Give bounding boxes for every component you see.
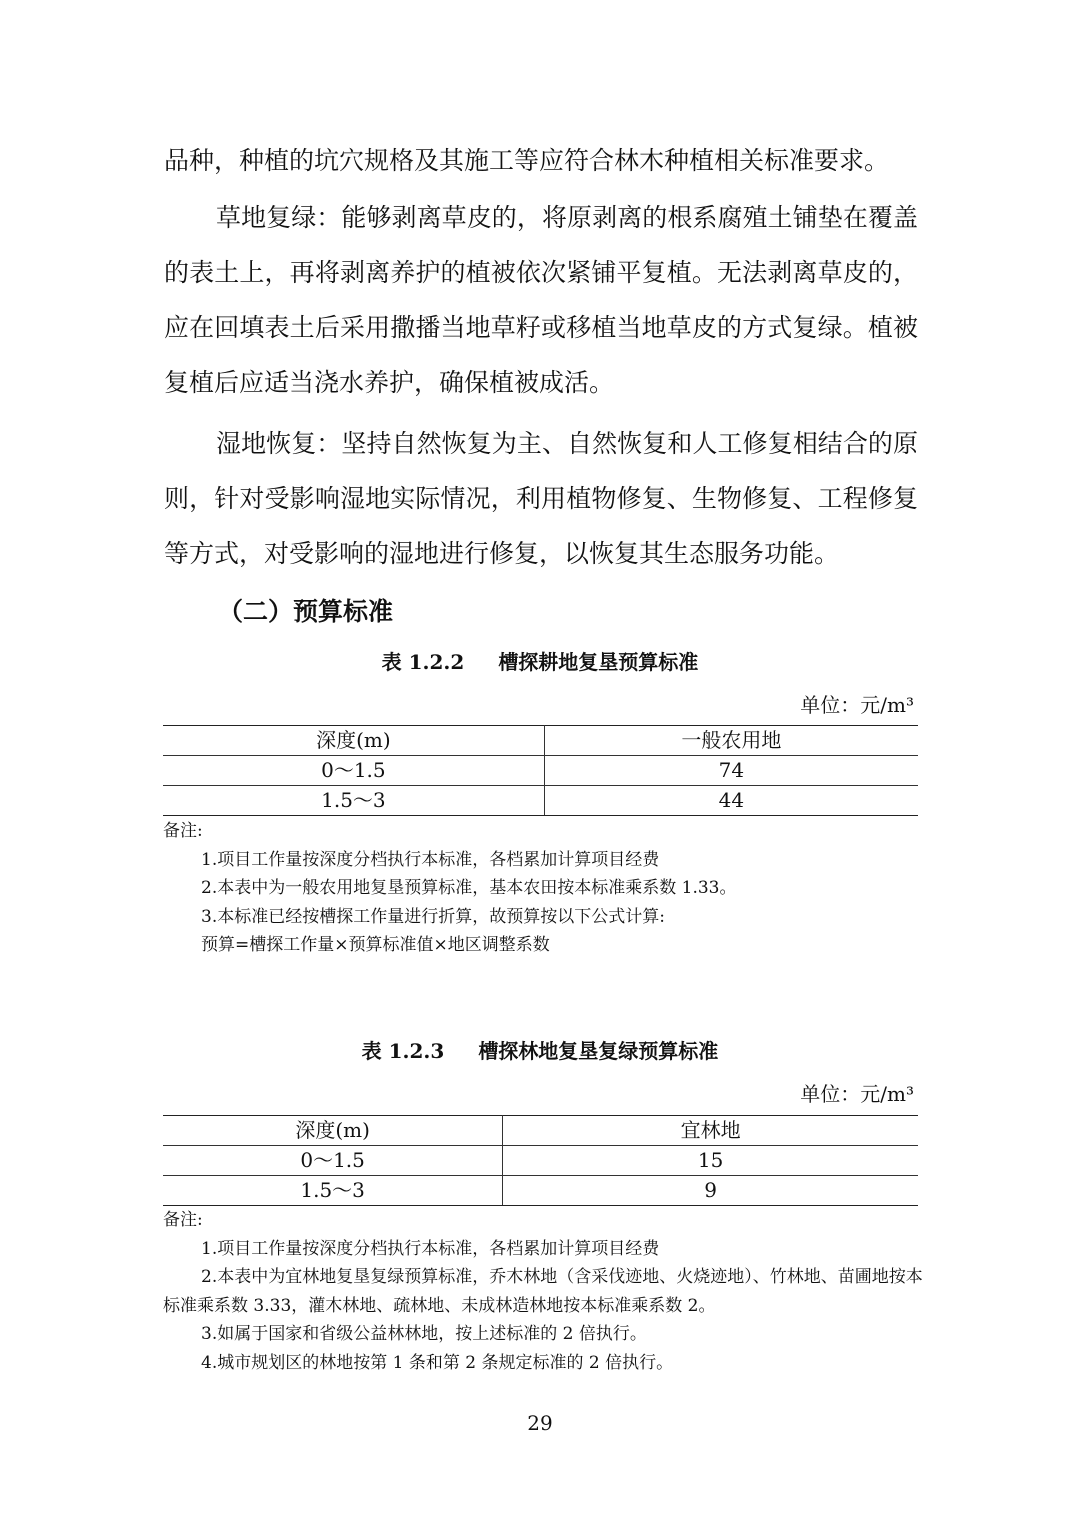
table1-caption <box>0 647 1080 677</box>
table2-header-depth: 深度(m) <box>163 1116 503 1146</box>
table2 <box>163 1115 918 1206</box>
table1-note-item: 2.本表中为一般农用地复垦预算标准，基本农田按本标准乘系数 1.33。 <box>201 878 737 898</box>
table1-header-farmland: 一般农用地 <box>544 726 918 756</box>
table-row <box>163 756 918 786</box>
table-row <box>163 786 918 816</box>
table1-note-item: 1.项目工作量按深度分档执行本标准，各档累加计算项目经费 <box>201 849 660 870</box>
table2-title: 槽探林地复垦复绿预算标准 <box>478 1039 719 1063</box>
table1-note-item: 3.本标准已经按槽探工作量进行折算，故预算按以下公式计算: <box>201 906 665 927</box>
table-row <box>163 1176 918 1206</box>
table1-cell-value: 74 <box>544 756 918 786</box>
table2-header-row <box>163 1116 918 1146</box>
table1-header-depth: 深度(m) <box>163 726 544 756</box>
table1-cell-value: 44 <box>544 786 918 816</box>
table2-cell-depth: 1.5～3 <box>163 1176 503 1206</box>
paragraph-continuation: 品种，种植的坑穴规格及其施工等应符合林木种植相关标准要求。 <box>164 146 890 175</box>
table1-unit: 单位：元/m³ <box>800 693 914 717</box>
paragraph-wetland-restoration: 湿地恢复：坚持自然恢复为主、自然恢复和人工修复相结合的原则，针对受影响湿地实际情况，利用植物修复、生物修复、工程修复等方式，对受影响的湿地进行修复，以恢复其生态服务功能。 <box>164 429 918 568</box>
table1-cell-depth: 0～1.5 <box>163 756 544 786</box>
table2-cell-value: 15 <box>503 1146 918 1176</box>
table1-note-formula: 预算=槽探工作量×预算标准值×地区调整系数 <box>201 935 550 955</box>
table2-notes-label: 备注: <box>163 1210 203 1230</box>
table2-note-item: 2.本表中为宜林地复垦复绿预算标准，乔木林地（含采伐迹地、火烧迹地）、竹林地、苗圃地按本标准乘系数 3.33，灌木林地、疏林地、未成林造林地按本标准乘系数 2。 <box>163 1267 923 1316</box>
table2-note-item: 1.项目工作量按深度分档执行本标准，各档累加计算项目经费 <box>201 1238 660 1259</box>
table1-notes <box>163 817 923 960</box>
table2-number: 表 1.2.3 <box>361 1039 445 1063</box>
page-number: 29 <box>527 1411 553 1435</box>
table2-header-forest: 宜林地 <box>503 1116 918 1146</box>
table1-header-row <box>163 726 918 756</box>
table1 <box>163 725 918 816</box>
table2-note-item: 4.城市规划区的林地按第 1 条和第 2 条规定标准的 2 倍执行。 <box>201 1352 674 1373</box>
table1-title: 槽探耕地复垦预算标准 <box>498 650 699 674</box>
table1-cell-depth: 1.5～3 <box>163 786 544 816</box>
table2-note-item: 3.如属于国家和省级公益林林地，按上述标准的 2 倍执行。 <box>201 1324 647 1344</box>
table2-cell-value: 9 <box>503 1176 918 1206</box>
table2-cell-depth: 0～1.5 <box>163 1146 503 1176</box>
table-row <box>163 1146 918 1176</box>
table2-notes <box>163 1206 923 1377</box>
paragraph-grassland-restoration: 草地复绿：能够剥离草皮的，将原剥离的根系腐殖土铺垫在覆盖的表土上，再将剥离养护的植被依次紧铺平复植。无法剥离草皮的，应在回填表土后采用撒播当地草籽或移植当地草皮的方式复绿。植被复植后应适当浇水养护，确保植被成活。 <box>164 203 918 397</box>
section-heading: （二）预算标准 <box>218 597 394 626</box>
table1-number: 表 1.2.2 <box>381 650 465 674</box>
table2-caption <box>0 1036 1080 1066</box>
table2-unit: 单位：元/m³ <box>800 1082 914 1106</box>
table1-notes-label: 备注: <box>163 821 203 841</box>
